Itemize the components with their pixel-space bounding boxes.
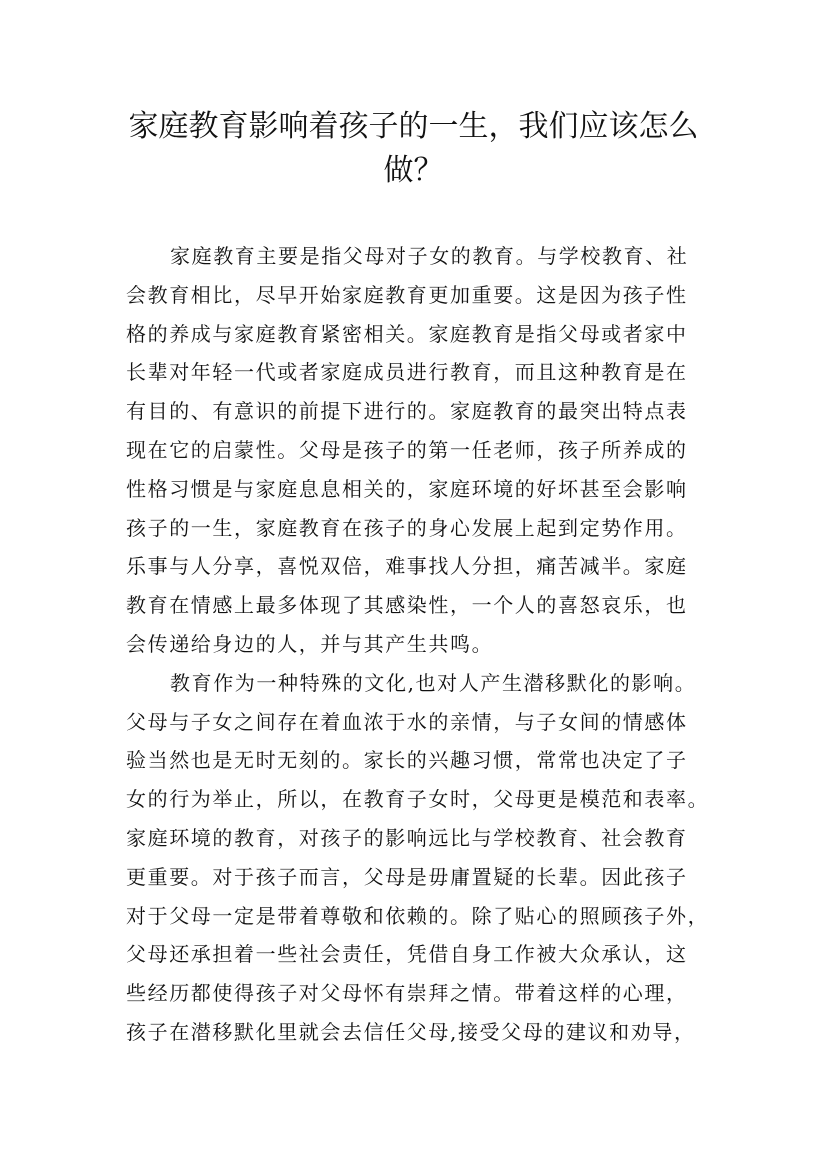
paragraph-line: 教育在情感上最多体现了其感染性，一个人的喜怒哀乐，也 <box>126 593 688 618</box>
paragraph-line: 会教育相比，尽早开始家庭教育更加重要。这是因为孩子性 <box>126 282 688 307</box>
paragraph-line: 女的行为举止，所以，在教育子女时，父母更是模范和表率。 <box>126 787 710 812</box>
paragraph-line: 孩子的一生，家庭教育在孩子的身心发展上起到定势作用。 <box>126 515 688 540</box>
paragraph-line: 会传递给身边的人，并与其产生共鸣。 <box>126 631 494 656</box>
paragraph-line: 长辈对年轻一代或者家庭成员进行教育，而且这种教育是在 <box>126 360 688 385</box>
paragraph-line: 更重要。对于孩子而言，父母是毋庸置疑的长辈。因此孩子 <box>126 864 688 889</box>
paragraph-line: 现在它的启蒙性。父母是孩子的第一任老师，孩子所养成的 <box>126 437 688 462</box>
paragraph-line: 孩子在潜移默化里就会去信任父母,接受父母的建议和劝导， <box>126 1019 696 1044</box>
paragraph-line: 乐事与人分享，喜悦双倍，难事找人分担，痛苦减半。家庭 <box>126 554 688 579</box>
paragraph-line: 性格习惯是与家庭息息相关的，家庭环境的好坏甚至会影响 <box>126 476 688 501</box>
paragraph-line: 教育作为一种特殊的文化,也对人产生潜移默化的影响。 <box>170 670 697 695</box>
paragraph-line: 对于父母一定是带着尊敬和依赖的。除了贴心的照顾孩子外， <box>126 903 710 928</box>
title-line: 家庭教育影响着孩子的一生，我们应该怎么 <box>128 109 699 144</box>
paragraph-line: 格的养成与家庭教育紧密相关。家庭教育是指父母或者家中 <box>126 321 688 346</box>
paragraph-line: 父母与子女之间存在着血浓于水的亲情，与子女间的情感体 <box>126 709 688 734</box>
paragraph-line: 验当然也是无时无刻的。家长的兴趣习惯，常常也决定了子 <box>126 748 688 773</box>
paragraph-2 <box>126 664 710 1052</box>
paragraph-line: 有目的、有意识的前提下进行的。家庭教育的最突出特点表 <box>126 399 688 424</box>
paragraph-line: 家庭环境的教育，对孩子的影响远比与学校教育、社会教育 <box>126 825 688 850</box>
title-line: 做？ <box>383 153 444 188</box>
document-title <box>110 105 717 193</box>
paragraph-1 <box>126 237 706 664</box>
paragraph-line: 些经历都使得孩子对父母怀有崇拜之情。带着这样的心理， <box>126 981 688 1006</box>
paragraph-line: 家庭教育主要是指父母对子女的教育。与学校教育、社 <box>170 244 689 268</box>
paragraph-line: 父母还承担着一些社会责任，凭借自身工作被大众承认，这 <box>126 942 688 967</box>
document-body <box>126 237 710 1052</box>
